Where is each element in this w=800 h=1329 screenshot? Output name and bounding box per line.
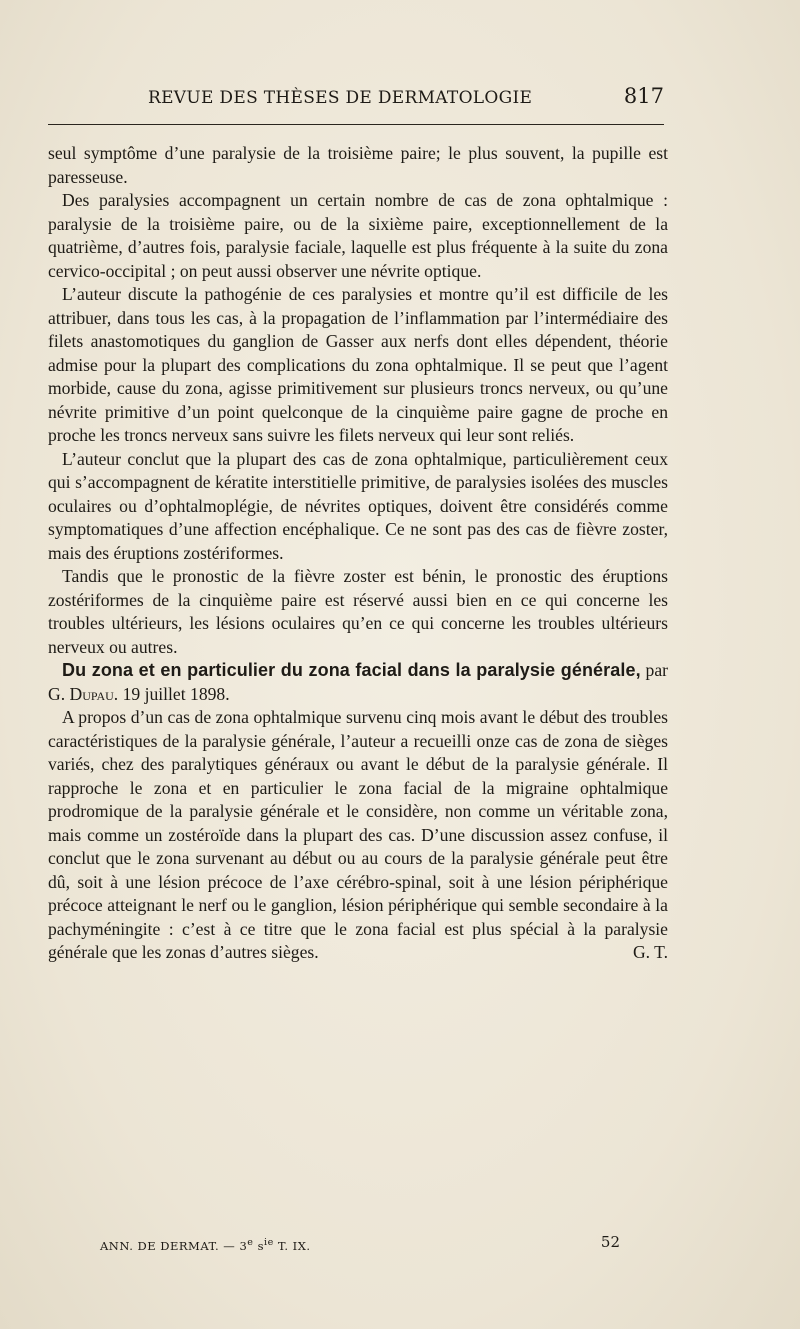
journal-ref-part: T. IX.: [273, 1238, 311, 1253]
journal-ref-sup: e: [247, 1237, 254, 1248]
paragraph-text: A propos d’un cas de zona ophtalmique survenu cinq mois avant le début des troubles caractéristiques de la paralysie générale, l’auteur a recueilli onze cas de zona de sièges variés, chez des paralytiques généraux ou avant le début de la paralysie générale. Il rapproche le zona et en particulier le zona facial de la migraine ophtalmique prodromique de la paralysie générale et le considère, non comme un véritable zona, mais comme un zostéroïde dans la plupart des cas. D’une discussion assez confuse, il conclut que le zona survenant au début ou au cours de la paralysie générale peut être dû, soit à une lésion précoce de l’axe cérébro-spinal, soit à une lésion périphérique précoce atteignant le nerf ou le ganglion, lésion périphérique qui semble secondaire à la pachyméningite : c’est à ce titre que le zona facial est plus spécial à la paralysie générale que les zonas d’autres sièges.: [48, 707, 668, 962]
journal-ref-part: s: [253, 1238, 264, 1253]
paragraph: [48, 706, 668, 965]
header-rule: [48, 124, 664, 125]
article-body: [48, 142, 668, 965]
signature-mark: 52: [600, 1233, 620, 1251]
paragraph: L’auteur discute la pathogénie de ces paralysies et montre qu’il est difficile de les attribuer, dans tous les cas, à la propagation de l’inflammation par l’intermédiaire des filets anastomotiques du ganglion de Gasser aux nerfs dont elles dépendent, théorie admise pour la plupart des complications du zona ophtalmique. Il se peut que l’agent morbide, cause du zona, agisse primitivement sur plusieurs troncs nerveux, ou qu’une névrite primitive d’un point quelconque de la cinquième paire gagne de proche en proche les troncs nerveux sans suivre les filets nerveux qui leur sont reliés.: [48, 284, 668, 445]
journal-ref-sup: ie: [264, 1237, 274, 1248]
paragraph: Des paralysies accompagnent un certain nombre de cas de zona ophtalmique : paralysie de la troisième paire, ou de la sixième paire, exceptionnellement de la quatrième, d’autres fois, paralysie faciale, laquelle est plus fréquente à la suite du zona cervico-occipital ; on peut aussi observer une névrite optique.: [48, 190, 668, 281]
page-header: [48, 86, 664, 116]
journal-reference: [100, 1237, 311, 1253]
page-number: 817: [623, 84, 664, 108]
page-footer: [100, 1235, 620, 1255]
section-heading: [48, 659, 668, 706]
reviewer-initials: G. T.: [632, 942, 668, 962]
paragraph: seul symptôme d’une paralysie de la troisième paire; le plus souvent, la pupille est paresseuse.: [48, 143, 668, 187]
section-title: Du zona et en particulier du zona facial dans la paralysie générale,: [62, 660, 641, 680]
section-author: Dupau: [69, 683, 114, 704]
journal-ref-part: ANN. DE DERMAT. — 3: [100, 1238, 248, 1253]
section-date: . 19 juillet 1898.: [113, 683, 230, 704]
paragraph: Tandis que le pronostic de la fièvre zoster est bénin, le pronostic des éruptions zostériformes de la cinquième paire est réservé aussi bien en ce qui concerne les troubles ultérieurs, les lésions oculaires qu’en ce qui concerne les troubles ultérieurs nerveux ou autres.: [48, 566, 668, 657]
paragraph: L’auteur conclut que la plupart des cas de zona ophtalmique, particulièrement ceux qui s’accompagnent de kératite interstitielle primitive, de paralysies isolées des muscles oculaires ou d’ophtalmoplégie, de névrites optiques, doivent être considérés comme symptomatiques d’une affection encéphalique. Ce ne sont pas des cas de fièvre zoster, mais des éruptions zostériformes.: [48, 448, 668, 563]
running-title: REVUE DES THÈSES DE DERMATOLOGIE: [148, 88, 533, 108]
section-by: par G.: [48, 660, 668, 704]
